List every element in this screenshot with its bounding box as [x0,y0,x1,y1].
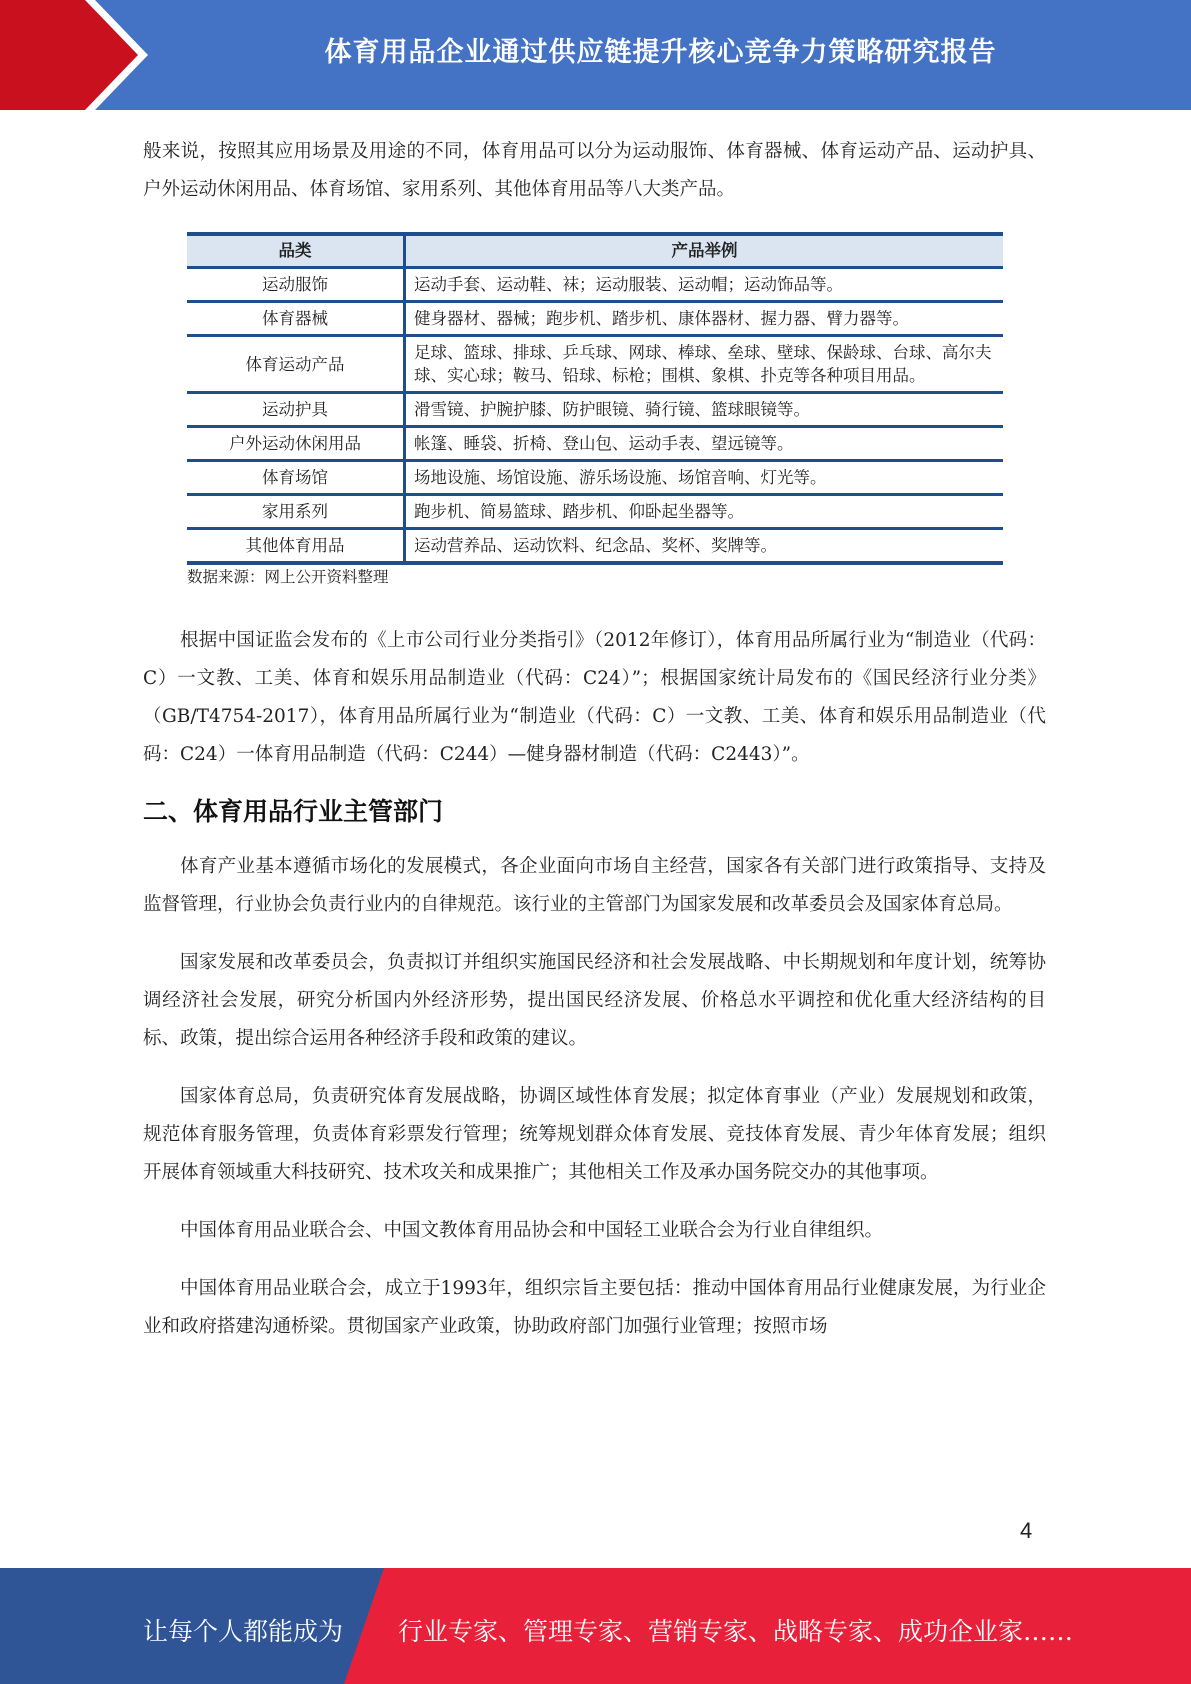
page-number: 4 [1020,1518,1033,1543]
row-category: 运动服饰 [187,268,405,302]
table-row [187,495,1003,529]
row-category: 其他体育用品 [187,529,405,564]
row-examples: 足球、篮球、排球、乒乓球、网球、棒球、垒球、壁球、保龄球、台球、高尔夫球、实心球；鞍马、铅球、标枪；围棋、象棋、扑克等各种项目用品。 [405,336,1004,393]
row-category: 运动护具 [187,393,405,427]
classification-paragraph: 根据中国证监会发布的《上市公司行业分类指引》（2012年修订），体育用品所属行业为“制造业（代码：C）一文教、工美、体育和娱乐用品制造业（代码：C24）”；根据国家统计局发布的《国民经济行业分类》（GB/T4754-2017），体育用品所属行业为“制造业（代码：C）一文教、工美、体育和娱乐用品制造业（代码：C24）一体育用品制造（代码：C244）—健身器材制造（代码：C2443）”。 [143,630,1046,765]
row-examples: 运动营养品、运动饮料、纪念品、奖杯、奖牌等。 [405,529,1004,564]
row-category: 体育场馆 [187,461,405,495]
row-examples: 运动手套、运动鞋、袜；运动服装、运动帽；运动饰品等。 [405,268,1004,302]
row-examples: 健身器材、器械；跑步机、踏步机、康体器材、握力器、臂力器等。 [405,302,1004,336]
report-title: 体育用品企业通过供应链提升核心竞争力策略研究报告 [324,37,997,68]
footer-slogan-left: 让每个人都能成为 [143,1617,344,1646]
category-table-block [187,232,1003,588]
page-footer [0,1568,1191,1684]
body-paragraph: 国家发展和改革委员会，负责拟订并组织实施国民经济和社会发展战略、中长期规划和年度计划，统筹协调经济社会发展，研究分析国内外经济形势，提出国民经济发展、价格总水平调控和优化重大经济结构的目标、政策，提出综合运用各种经济手段和政策的建议。 [143,952,1046,1049]
table-header-category: 品类 [187,234,405,268]
table-row [187,268,1003,302]
row-examples: 滑雪镜、护腕护膝、防护眼镜、骑行镜、篮球眼镜等。 [405,393,1004,427]
row-examples: 跑步机、简易篮球、踏步机、仰卧起坐器等。 [405,495,1004,529]
table-row [187,427,1003,461]
table-row [187,336,1003,393]
body-paragraph: 中国体育用品业联合会，成立于1993年，组织宗旨主要包括：推动中国体育用品行业健康发展，为行业企业和政府搭建沟通桥梁。贯彻国家产业政策，协助政府部门加强行业管理；按照市场 [143,1278,1046,1337]
row-category: 体育运动产品 [187,336,405,393]
table-header-examples: 产品举例 [405,234,1004,268]
table-row [187,393,1003,427]
body-paragraph: 体育产业基本遵循市场化的发展模式，各企业面向市场自主经营，国家各有关部门进行政策指导、支持及监督管理，行业协会负责行业内的自律规范。该行业的主管部门为国家发展和改革委员会及国家体育总局。 [143,856,1046,915]
intro-paragraph: 般来说，按照其应用场景及用途的不同，体育用品可以分为运动服饰、体育器械、体育运动产品、运动护具、户外运动休闲用品、体育场馆、家用系列、其他体育用品等八大类产品。 [143,141,1046,200]
table-header-row [187,234,1003,268]
row-examples: 帐篷、睡袋、折椅、登山包、运动手表、望远镜等。 [405,427,1004,461]
section-heading: 二、体育用品行业主管部门 [143,797,444,826]
row-examples: 场地设施、场馆设施、游乐场设施、场馆音响、灯光等。 [405,461,1004,495]
table-source-note: 数据来源：网上公开资料整理 [187,568,389,586]
body-paragraph: 中国体育用品业联合会、中国文教体育用品协会和中国轻工业联合会为行业自律组织。 [180,1220,884,1241]
page-header [0,0,1191,110]
footer-slogan-right: 行业专家、管理专家、营销专家、战略专家、成功企业家…… [398,1617,1074,1646]
body-paragraph: 国家体育总局，负责研究体育发展战略，协调区域性体育发展；拟定体育事业（产业）发展规划和政策，规范体育服务管理，负责体育彩票发行管理；统筹规划群众体育发展、竞技体育发展、青少年体育发展；组织开展体育领域重大科技研究、技术攻关和成果推广；其他相关工作及承办国务院交办的其他事项。 [143,1086,1046,1183]
row-category: 家用系列 [187,495,405,529]
page-content [143,133,1046,1346]
row-category: 户外运动休闲用品 [187,427,405,461]
row-category: 体育器械 [187,302,405,336]
table-row [187,529,1003,564]
table-row [187,302,1003,336]
table-row [187,461,1003,495]
category-table [187,232,1003,565]
